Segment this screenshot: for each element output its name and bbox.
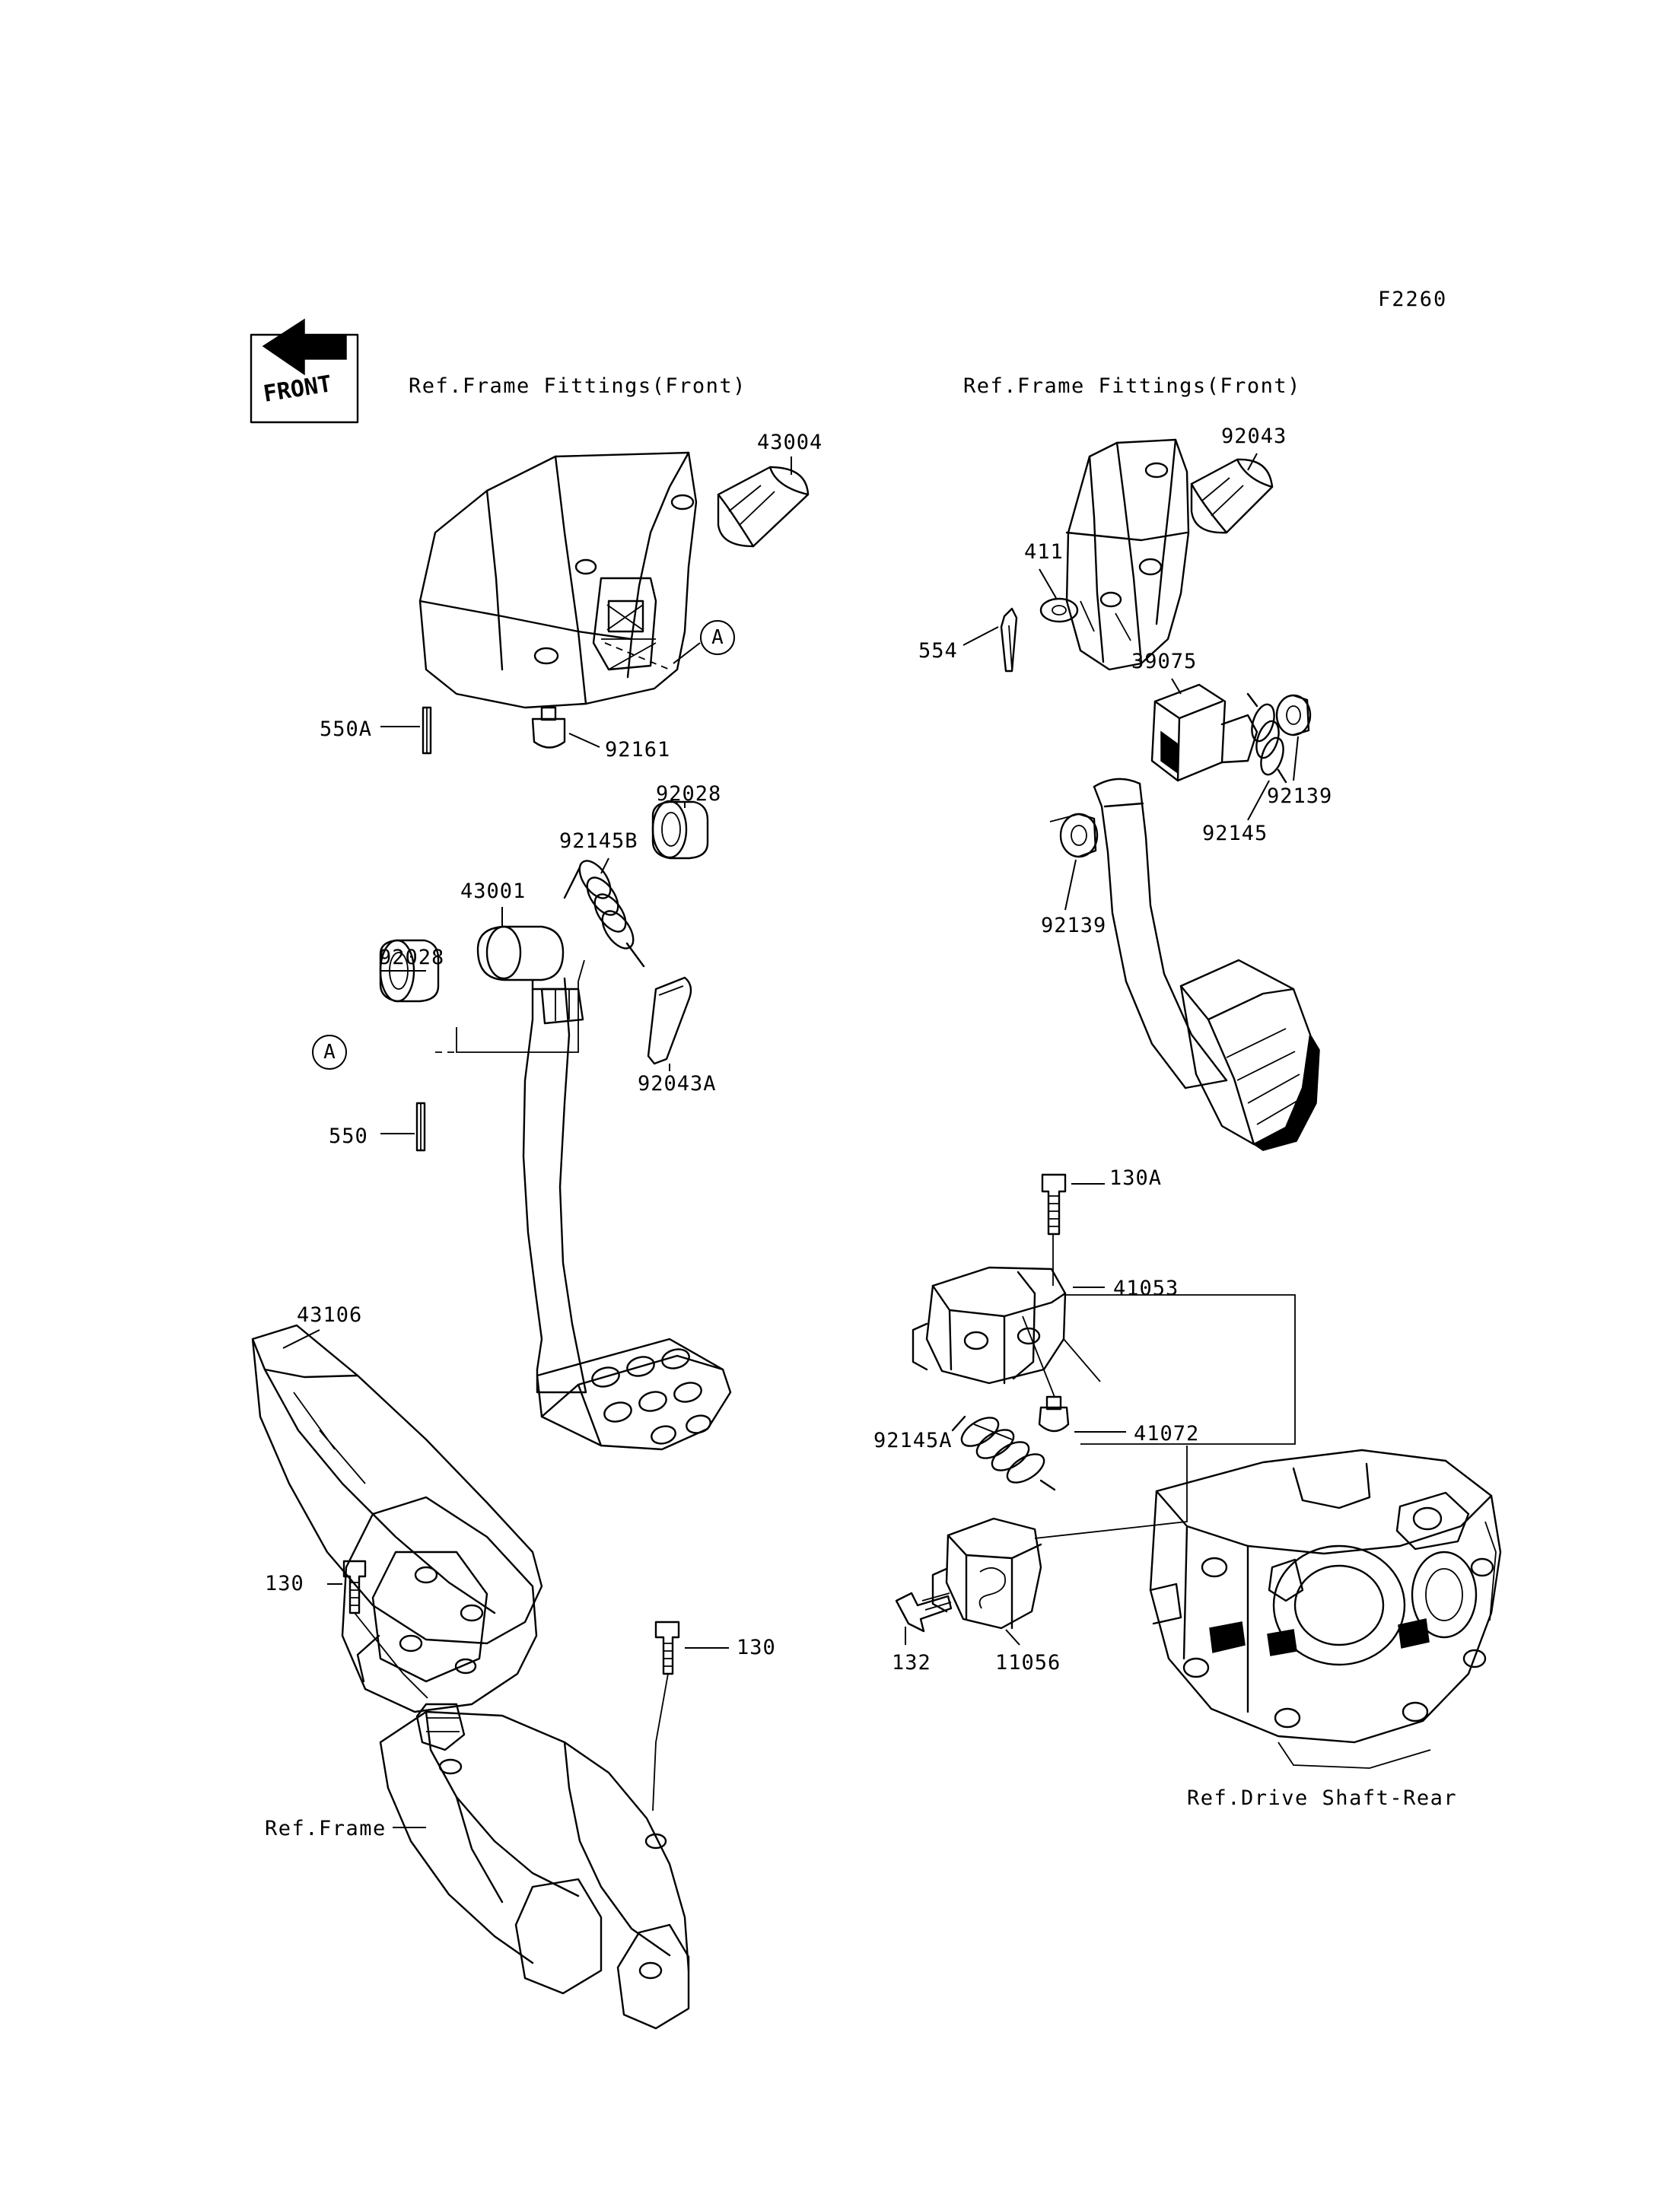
callout-92139-left: 92139 — [1041, 914, 1107, 937]
callout-92145B: 92145B — [559, 829, 638, 853]
callout-43106: 43106 — [297, 1303, 363, 1327]
pedal-bracket-left — [420, 453, 696, 708]
part-130-left-bolt — [344, 1561, 365, 1613]
part-550-pin — [417, 1103, 425, 1150]
part-11056-bracket — [933, 1519, 1041, 1628]
part-43106-master-cylinder — [253, 1325, 542, 1750]
clutch-pedal-arm — [1094, 779, 1319, 1150]
callout-130-left: 130 — [265, 1572, 304, 1595]
callout-41072: 41072 — [1134, 1422, 1200, 1446]
callout-92145A: 92145A — [873, 1429, 953, 1452]
leader-92139-right — [1293, 736, 1298, 781]
leader-41072-link — [1023, 1316, 1055, 1397]
construction-right-2 — [1035, 1446, 1187, 1538]
leader-411 — [1039, 569, 1056, 598]
callout-43004: 43004 — [757, 431, 823, 454]
clutch-pedal-bracket — [1067, 440, 1188, 670]
part-92161-damper — [533, 708, 565, 748]
part-92139-right — [1277, 695, 1310, 735]
svg-text:FRONT: FRONT — [261, 371, 334, 408]
leader-92139-left — [1065, 860, 1076, 910]
leader-92145-right — [1248, 781, 1269, 820]
callout-554: 554 — [918, 639, 958, 663]
callout-132: 132 — [892, 1651, 931, 1675]
callout-550: 550 — [329, 1124, 368, 1148]
construction-lines-left — [457, 981, 578, 1052]
callout-92028-top: 92028 — [656, 782, 722, 806]
callout-43001: 43001 — [460, 880, 527, 903]
part-43004-boot — [718, 467, 808, 546]
part-41072-cap — [1039, 1397, 1068, 1431]
leader-554 — [963, 627, 998, 645]
part-92028-top — [653, 801, 708, 858]
construction-right-1 — [1065, 1295, 1295, 1444]
callout-39075: 39075 — [1131, 650, 1198, 673]
part-411-washer — [1041, 599, 1077, 622]
leader-92161 — [569, 733, 600, 747]
leader-130-right-tip — [653, 1674, 668, 1811]
part-92145B-spring — [565, 855, 644, 966]
ref-frame-rails — [380, 1712, 689, 2028]
part-130A-bolt — [1042, 1175, 1065, 1234]
part-92145-spring-right — [1248, 694, 1287, 782]
callout-92028-left: 92028 — [379, 946, 445, 969]
ref-drive-shaft-rear: Ref.Drive Shaft-Rear — [1187, 1786, 1458, 1810]
ref-frame-fittings-front-left: Ref.Frame Fittings(Front) — [409, 374, 746, 398]
callout-411: 411 — [1024, 540, 1064, 564]
construction-right-3 — [1064, 1339, 1100, 1382]
leader-a-top — [673, 643, 700, 663]
leader-92145B — [601, 858, 609, 873]
callout-92139-right: 92139 — [1267, 784, 1333, 808]
callout-550A: 550A — [320, 717, 373, 741]
callout-92161: 92161 — [605, 738, 671, 762]
sheet-code: F2260 — [1378, 288, 1448, 311]
leader-130-left-tip — [355, 1613, 428, 1698]
callout-41053: 41053 — [1113, 1277, 1179, 1300]
part-43001-pedal — [478, 927, 730, 1449]
part-554-cotter-pin — [1001, 609, 1017, 671]
callout-130A: 130A — [1109, 1166, 1163, 1190]
front-arrow-badge — [251, 320, 358, 422]
part-39075-joint — [1152, 685, 1257, 781]
ref-drive-shaft-rear-case — [1150, 1450, 1500, 1768]
leader-92145A — [974, 1424, 1012, 1439]
part-92043A-pin — [648, 978, 691, 1064]
callout-92145-right: 92145 — [1202, 822, 1268, 845]
part-92139-left — [1061, 814, 1097, 857]
ref-frame-fittings-front-right: Ref.Frame Fittings(Front) — [963, 374, 1301, 398]
part-132-screw — [896, 1593, 951, 1631]
part-550A-pin — [423, 708, 431, 753]
marker-a-bottom: A — [312, 1035, 347, 1070]
callout-130-right: 130 — [737, 1636, 776, 1659]
callout-92043A: 92043A — [638, 1072, 717, 1096]
callout-11056: 11056 — [995, 1651, 1061, 1675]
leader-11056 — [1006, 1630, 1020, 1645]
callout-92043: 92043 — [1221, 425, 1287, 448]
part-130-right-bolt — [656, 1622, 679, 1674]
part-92043-grip — [1192, 460, 1272, 533]
leader-39075 — [1172, 679, 1181, 694]
marker-a-top: A — [700, 620, 735, 655]
ref-frame: Ref.Frame — [265, 1817, 387, 1840]
